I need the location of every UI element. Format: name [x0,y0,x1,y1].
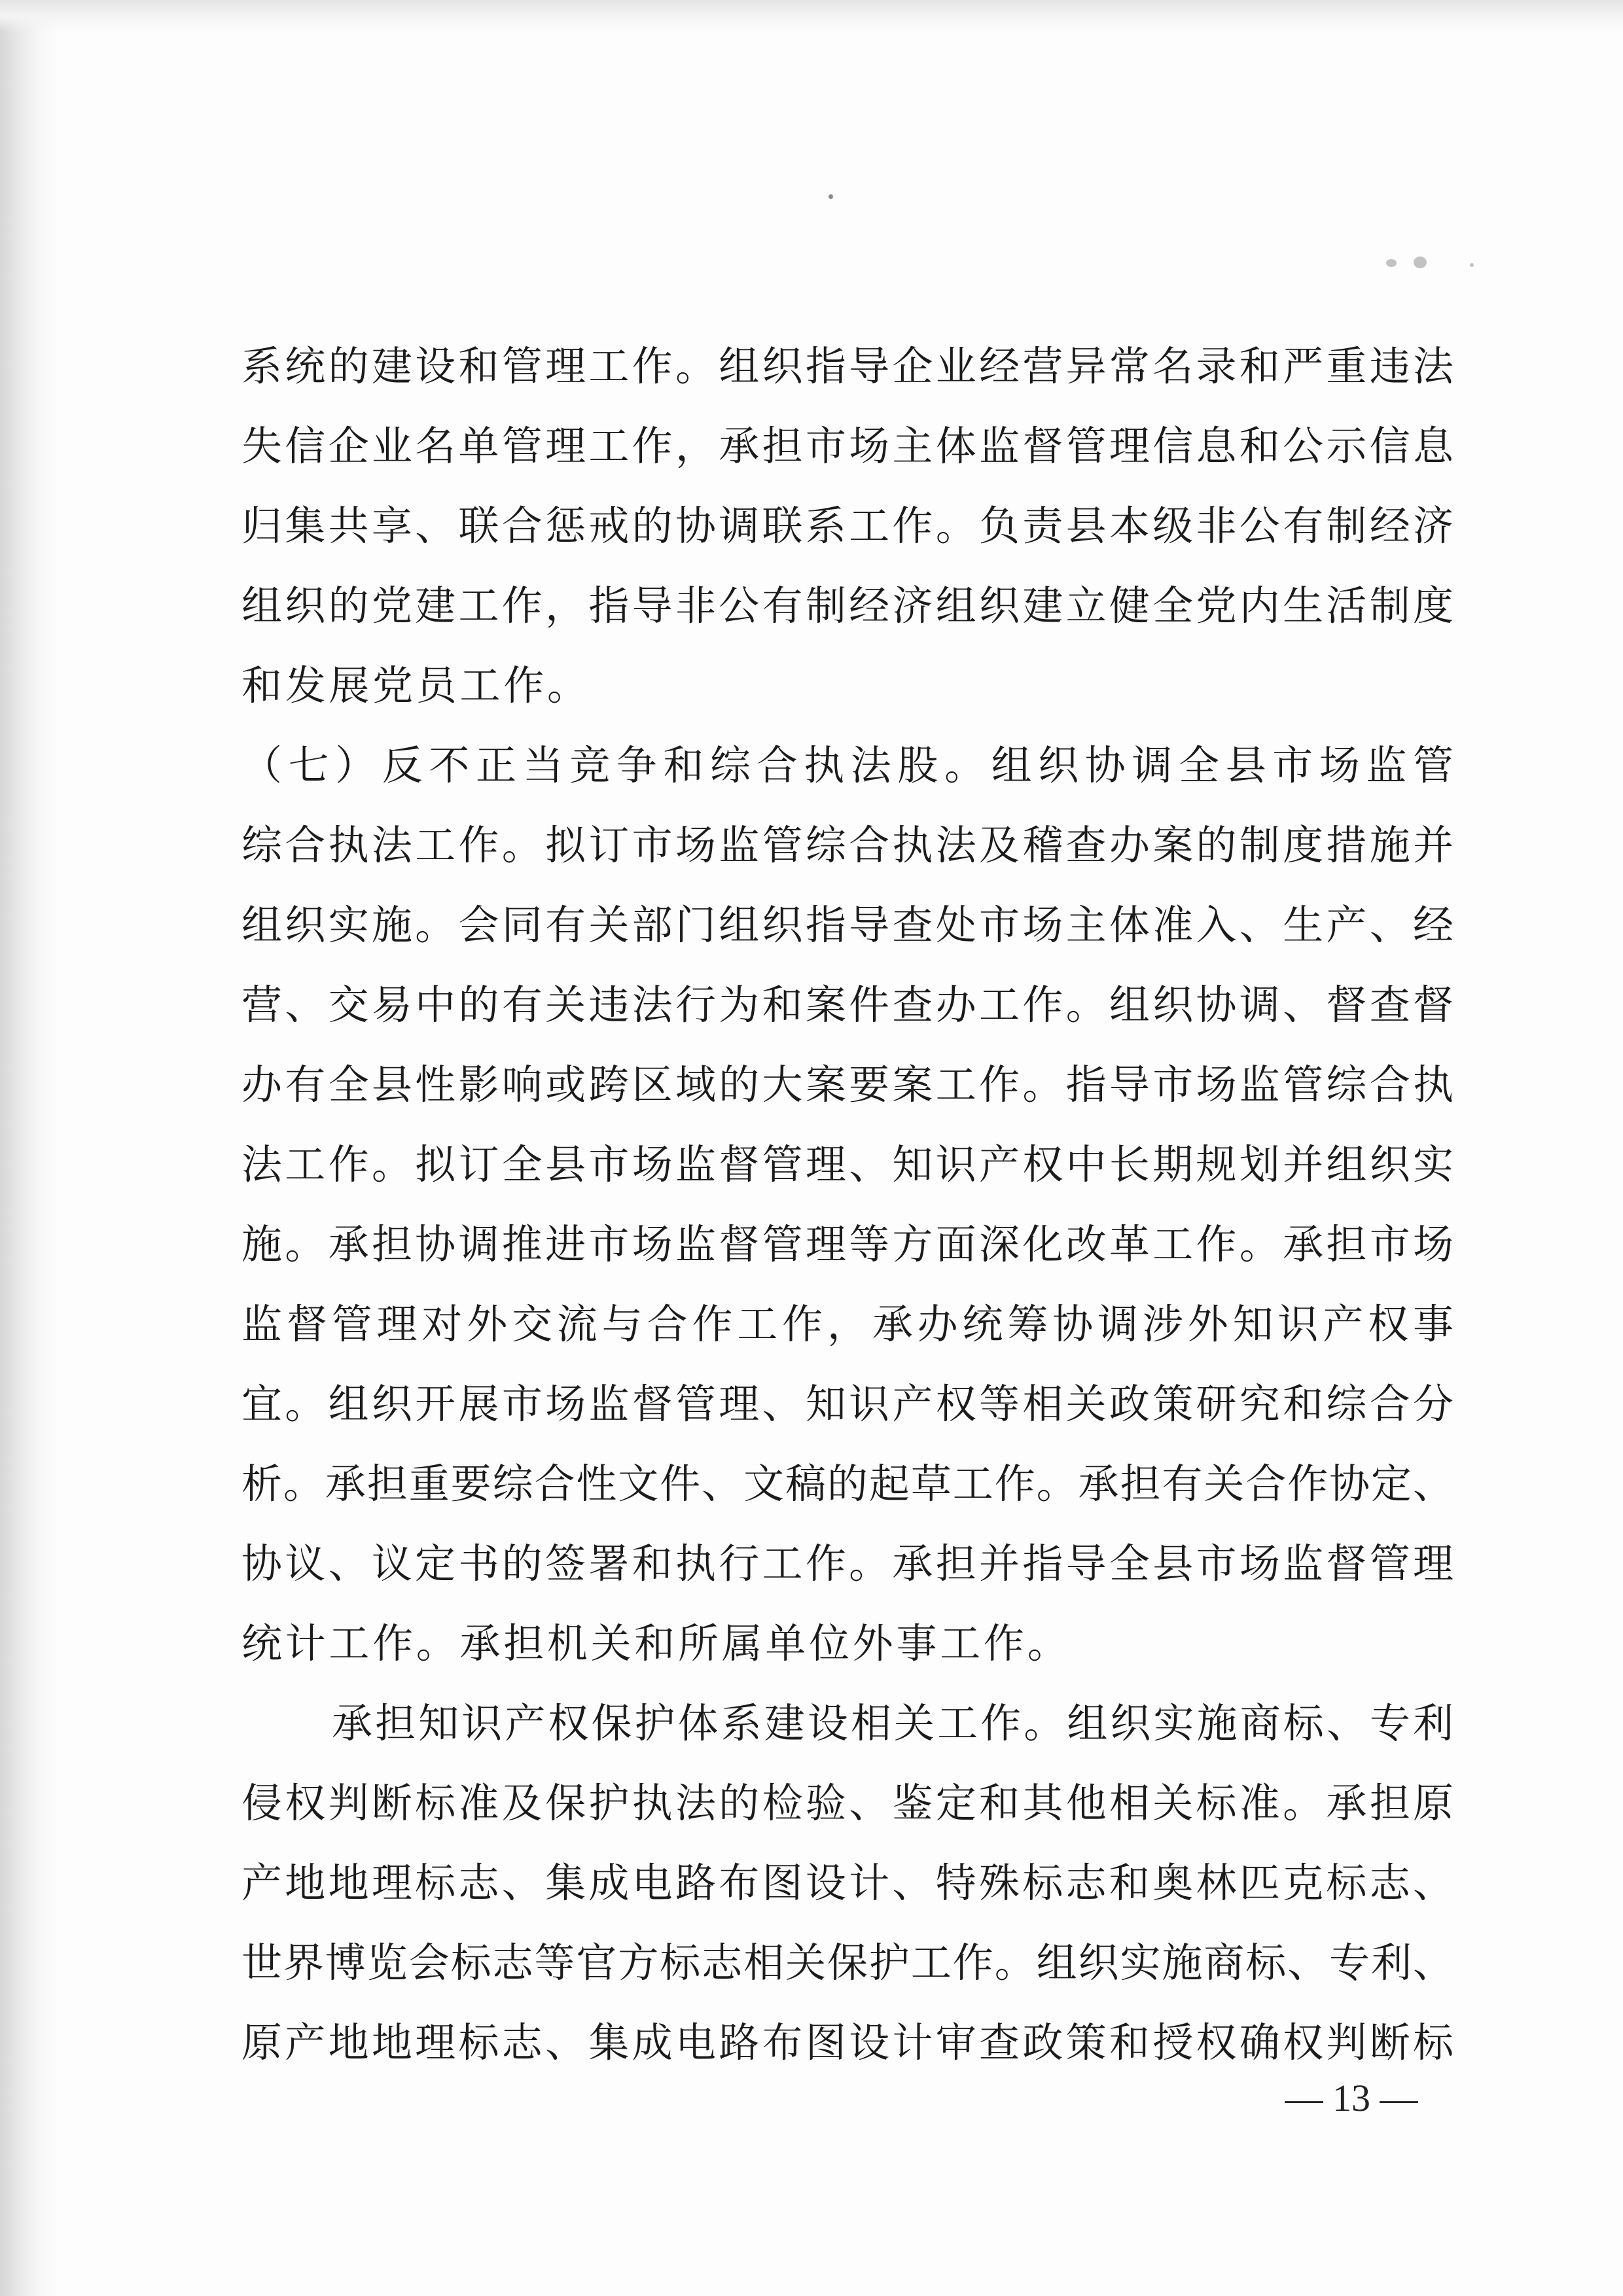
text-line: 施。承担协调推进市场监督管理等方面深化改革工作。承担市场 [241,1220,1454,1268]
text-line: 办有全县性影响或跨区域的大案要案工作。指导市场监管综合执 [241,1061,1454,1108]
text-line: 组织实施。会同有关部门组织指导查处市场主体准入、生产、经 [241,901,1454,949]
text-line: 和发展党员工作。 [241,662,591,709]
text-line: 组织的党建工作，指导非公有制经济组织建立健全党内生活制度 [241,582,1454,629]
scan-speck [1386,259,1397,267]
section-heading-line: （七）反不正当竞争和综合执法股。组织协调全县市场监管 [241,741,1454,789]
scan-edge-shadow-left [0,0,59,2296]
text-line: 法工作。拟订全县市场监督管理、知识产权中长期规划并组织实 [241,1140,1454,1188]
text-line: 综合执法工作。拟订市场监管综合执法及稽查办案的制度措施并 [241,821,1454,869]
text-line: 产地地理标志、集成电路布图设计、特殊标志和奥林匹克标志、 [241,1859,1454,1907]
text-line: 原产地地理标志、集成电路布图设计审查政策和授权确权判断标 [241,2019,1454,2066]
text-line: 世界博览会标志等官方标志相关保护工作。组织实施商标、专利、 [241,1939,1454,1987]
page-number: — 13 — [1285,2077,1418,2119]
document-body [241,327,1454,2083]
text-line: 营、交易中的有关违法行为和案件查办工作。组织协调、督查督 [241,981,1454,1029]
text-line: 系统的建设和管理工作。组织指导企业经营异常名录和严重违法 [241,342,1454,390]
scan-edge-shadow-top [0,0,1623,33]
text-line: 协议、议定书的签署和执行工作。承担并指导全县市场监督管理 [241,1540,1454,1587]
text-line: 侵权判断标准及保护执法的检验、鉴定和其他相关标准。承担原 [241,1779,1454,1827]
text-line: 失信企业名单管理工作，承担市场主体监督管理信息和公示信息 [241,422,1454,470]
text-line: 承担知识产权保护体系建设相关工作。组织实施商标、专利 [332,1699,1454,1747]
scan-speck [829,194,833,199]
scan-speck [1470,263,1474,267]
text-line: 宜。组织开展市场监督管理、知识产权等相关政策研究和综合分 [241,1380,1454,1428]
text-line: 归集共享、联合惩戒的协调联系工作。负责县本级非公有制经济 [241,502,1454,550]
text-line: 析。承担重要综合性文件、文稿的起草工作。承担有关合作协定、 [241,1460,1454,1508]
text-line: 监督管理对外交流与合作工作，承办统筹协调涉外知识产权事 [241,1300,1454,1348]
text-line: 统计工作。承担机关和所属单位外事工作。 [241,1619,1071,1667]
scan-speck [1414,256,1427,268]
